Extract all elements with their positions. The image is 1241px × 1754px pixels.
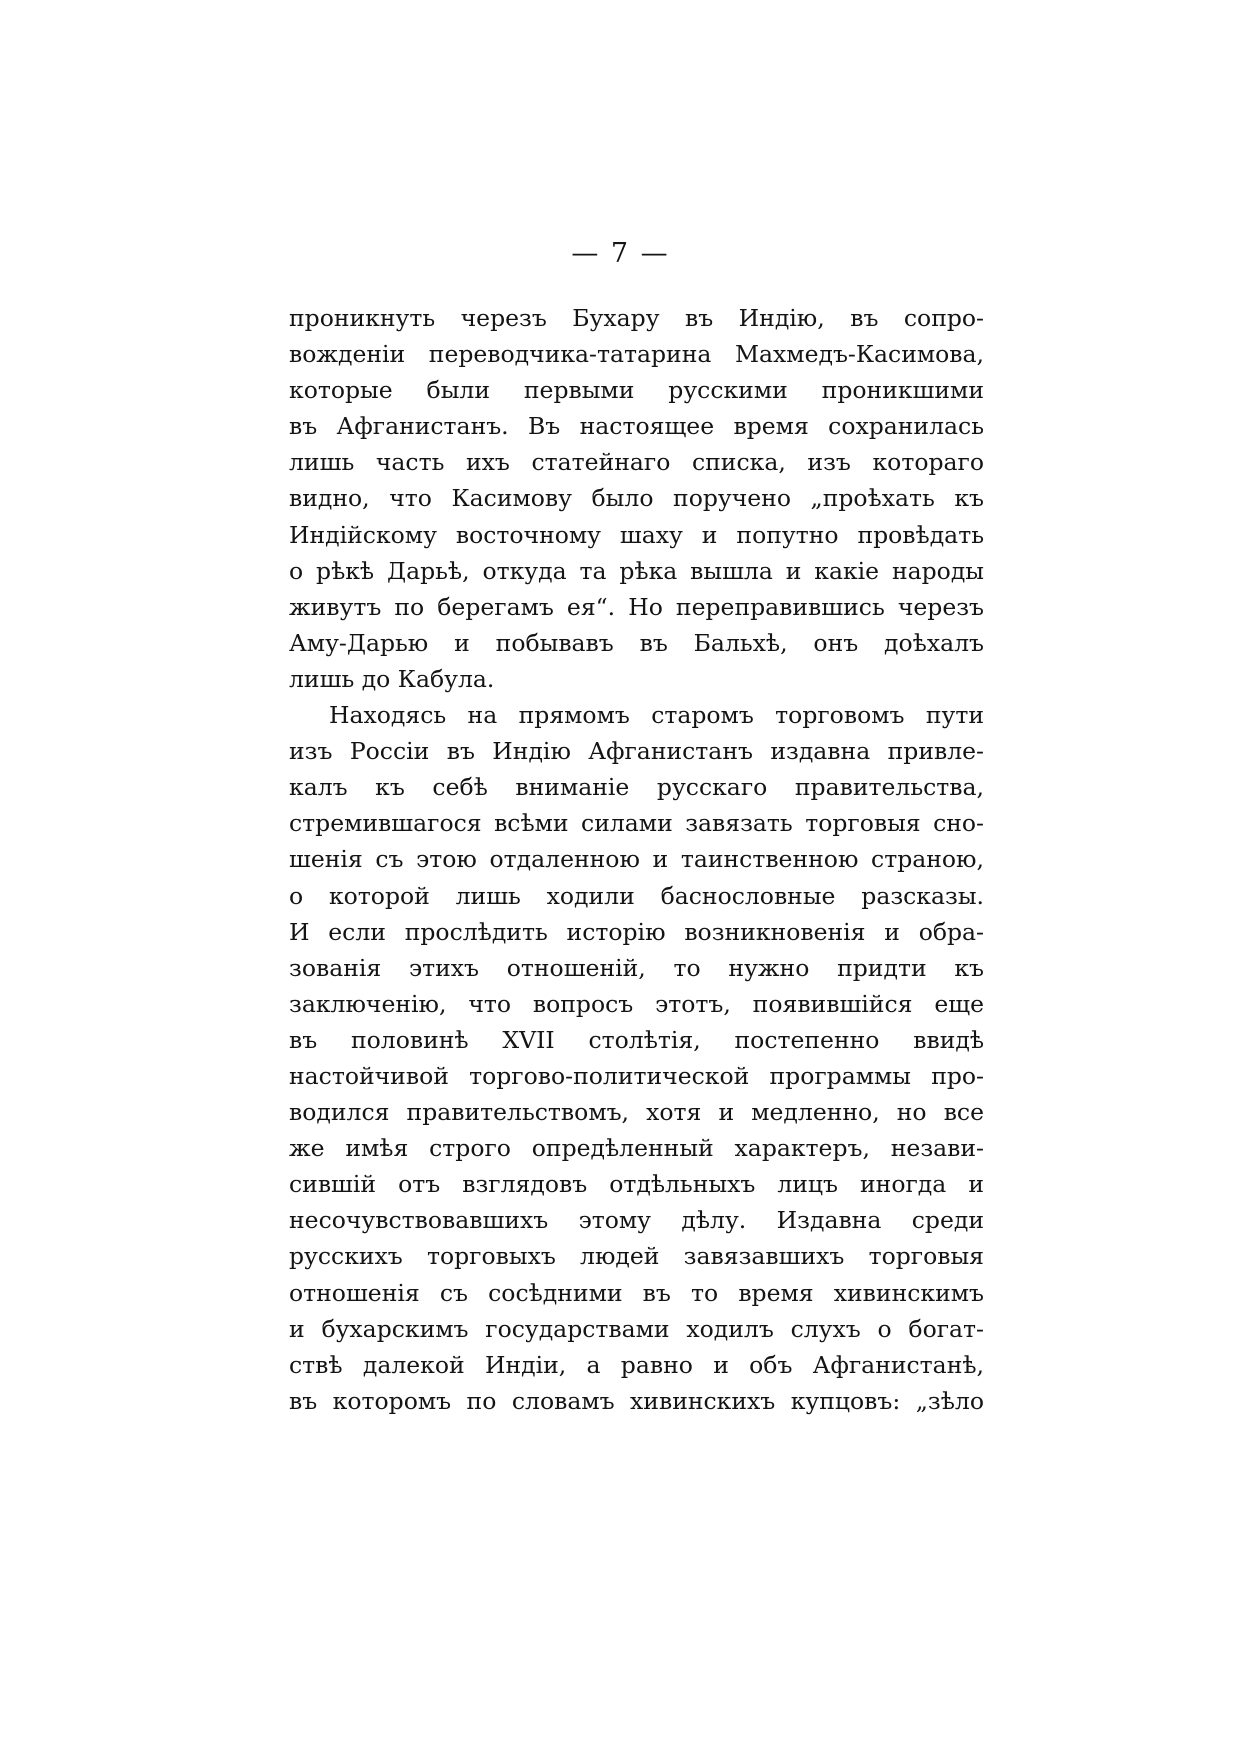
text-line: Аму-Дарью и побывавъ въ Бальхѣ, онъ доѣхалъ (289, 628, 984, 657)
text-line: Индійскому восточному шаху и попутно провѣдать (289, 520, 984, 549)
text-line: калъ къ себѣ вниманіе русскаго правительства, (289, 773, 984, 802)
text-line: живутъ по берегамъ ея“. Но переправившись черезъ (289, 592, 984, 621)
text-line: зованія этихъ отношеній, то нужно придти къ (289, 953, 984, 982)
page-number: — 7 — (571, 238, 670, 269)
text-line: водился правительствомъ, хотя и медленно, но все (289, 1098, 984, 1127)
text-line: сившій отъ взглядовъ отдѣльныхъ лицъ иногда и (289, 1170, 984, 1199)
text-line: видно, что Касимову было поручено „проѣхать къ (289, 484, 984, 513)
text-line: русскихъ торговыхъ людей завязавшихъ торговыя (289, 1242, 984, 1271)
text-line: о рѣкѣ Дарьѣ, откуда та рѣка вышла и какіе народы (289, 556, 984, 585)
text-line: проникнуть черезъ Бухару въ Индію, въ сопро- (289, 304, 984, 332)
text-line: въ половинѣ XVII столѣтія, постепенно ввидѣ (289, 1025, 984, 1054)
text-line: шенія съ этою отдаленною и таинственною страною, (289, 845, 984, 874)
text-line: въ которомъ по словамъ хивинскихъ купцовъ: „зѣло (289, 1386, 984, 1415)
text-line: лишь до Кабула. (289, 664, 495, 693)
text-line: и бухарскимъ государствами ходилъ слухъ о богат- (289, 1314, 984, 1343)
text-line: ствѣ далекой Индіи, а равно и объ Афганистанѣ, (289, 1350, 984, 1379)
text-line: о которой лишь ходили баснословные разсказы. (289, 881, 984, 910)
text-line: стремившагося всѣми силами завязать торговыя сно- (289, 809, 984, 838)
text-line: изъ Россіи въ Индію Афганистанъ издавна привле- (289, 737, 984, 766)
text-line: же имѣя строго опредѣленный характеръ, незави- (289, 1134, 984, 1163)
text-line: И если прослѣдить исторію возникновенія и обра- (289, 917, 984, 946)
text-line: въ Афганистанъ. Въ настоящее время сохранилась (289, 412, 984, 441)
text-line: отношенія съ сосѣдними въ то время хивинскимъ (289, 1278, 984, 1307)
text-line: лишь часть ихъ статейнаго списка, изъ котораго (289, 448, 984, 477)
text-line: которые были первыми русскими проникшими (289, 376, 984, 405)
text-line: заключенію, что вопросъ этотъ, появившійся еще (289, 989, 984, 1018)
text-line: настойчивой торгово-политической программы про- (289, 1061, 984, 1090)
body-text (289, 300, 984, 1419)
text-line: Находясь на прямомъ старомъ торговомъ пути (329, 701, 984, 730)
paragraph-2 (289, 697, 984, 1419)
text-line: вожденіи переводчика-татарина Махмедъ-Касимова, (289, 340, 984, 369)
text-line: несочувствовавшихъ этому дѣлу. Издавна среди (289, 1206, 984, 1235)
paragraph-1 (289, 300, 984, 697)
